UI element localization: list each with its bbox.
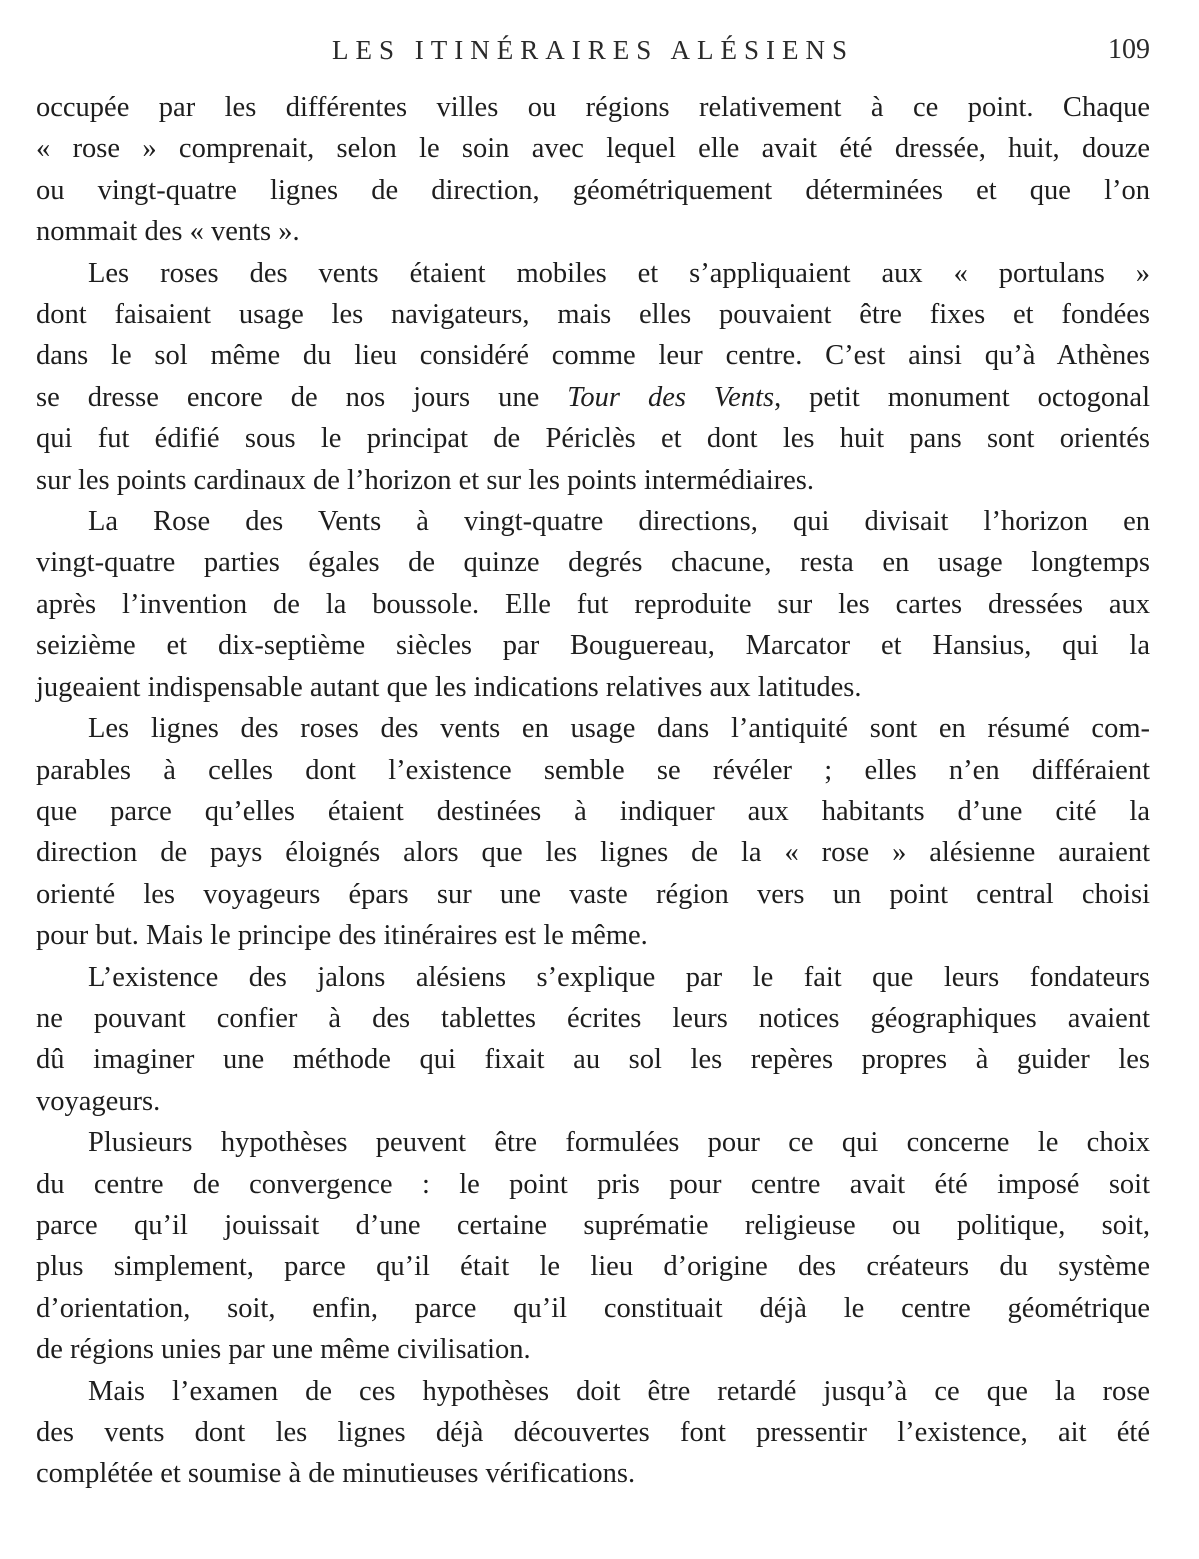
text-line: pour but. Mais le principe des itinéraires est le même. (36, 920, 648, 952)
text-line: Les roses des vents étaient mobiles et s’appliquaient aux « portulans » (88, 257, 1150, 289)
text-line: vingt-quatre parties égales de quinze degrés chacune, resta en usage longtemps (36, 547, 1150, 579)
body-text (36, 87, 1150, 1495)
text-line: qui fut édifié sous le principat de Périclès et dont les huit pans sont orientés (36, 423, 1150, 455)
text-line: dans le sol même du lieu considéré comme leur centre. C’est ainsi qu’à Athènes (36, 340, 1150, 372)
text-line: dont faisaient usage les navigateurs, mais elles pouvaient être fixes et fondées (36, 299, 1150, 331)
text-line: Mais l’examen de ces hypothèses doit être retardé jusqu’à ce que la rose (88, 1375, 1150, 1407)
text-line: « rose » comprenait, selon le soin avec lequel elle avait été dressée, huit, douze (36, 133, 1150, 165)
paragraph-2 (36, 253, 1150, 501)
text-line: La Rose des Vents à vingt-quatre directions, qui divisait l’horizon en (88, 506, 1150, 538)
text-line: parables à celles dont l’existence semble se révéler ; elles n’en différaient (36, 754, 1150, 786)
text-line: après l’invention de la boussole. Elle fut reproduite sur les cartes dressées aux (36, 588, 1150, 620)
page-number: 109 (1108, 34, 1150, 65)
text-line: dû imaginer une méthode qui fixait au sol les repères propres à guider les (36, 1044, 1150, 1076)
text-line-with-italic (36, 377, 1150, 418)
italic-title: Tour des Vents (567, 381, 775, 413)
text-line: Les lignes des roses des vents en usage dans l’antiquité sont en résumé com- (88, 713, 1150, 745)
text-line: voyageurs. (36, 1085, 161, 1117)
paragraph-1 (36, 87, 1150, 253)
text-line: L’existence des jalons alésiens s’explique par le fait que leurs fondateurs (88, 961, 1150, 993)
text-segment: , petit monument octogonal (774, 381, 1150, 413)
text-line: ne pouvant confier à des tablettes écrites leurs notices géographiques avaient (36, 1002, 1150, 1034)
text-line: orienté les voyageurs épars sur une vaste région vers un point central choisi (36, 878, 1150, 910)
text-line: Plusieurs hypothèses peuvent être formulées pour ce qui concerne le choix (88, 1127, 1150, 1159)
text-segment: se dresse encore de nos jours une (36, 381, 540, 413)
paragraph-3 (36, 501, 1150, 708)
text-line: parce qu’il jouissait d’une certaine suprématie religieuse ou politique, soit, (36, 1209, 1150, 1241)
paragraph-4 (36, 708, 1150, 956)
text-line: complétée et soumise à de minutieuses vérifications. (36, 1458, 636, 1490)
text-line: direction de pays éloignés alors que les lignes de la « rose » alésienne auraient (36, 837, 1150, 869)
text-line: sur les points cardinaux de l’horizon et sur les points intermédiaires. (36, 464, 815, 496)
text-line: seizième et dix-septième siècles par Bouguereau, Marcator et Hansius, qui la (36, 630, 1150, 662)
text-line: plus simplement, parce qu’il était le lieu d’origine des créateurs du système (36, 1251, 1150, 1283)
text-line: du centre de convergence : le point pris pour centre avait été imposé soit (36, 1168, 1150, 1200)
text-line: ou vingt-quatre lignes de direction, géométriquement déterminées et que l’on (36, 174, 1150, 206)
text-line: que parce qu’elles étaient destinées à indiquer aux habitants d’une cité la (36, 795, 1150, 827)
running-head (36, 30, 1150, 70)
text-line: d’orientation, soit, enfin, parce qu’il constituait déjà le centre géométrique (36, 1292, 1150, 1324)
text-line: jugeaient indispensable autant que les indications relatives aux latitudes. (36, 671, 862, 703)
paragraph-7 (36, 1371, 1150, 1495)
text-line: occupée par les différentes villes ou régions relativement à ce point. Chaque (36, 92, 1150, 123)
text-line: de régions unies par une même civilisation. (36, 1334, 531, 1366)
running-title: LES ITINÉRAIRES ALÉSIENS (332, 35, 854, 65)
text-line: des vents dont les lignes déjà découvertes font pressentir l’existence, ait été (36, 1417, 1150, 1448)
paragraph-5 (36, 957, 1150, 1123)
paragraph-6 (36, 1122, 1150, 1370)
text-line: nommait des « vents ». (36, 216, 300, 248)
